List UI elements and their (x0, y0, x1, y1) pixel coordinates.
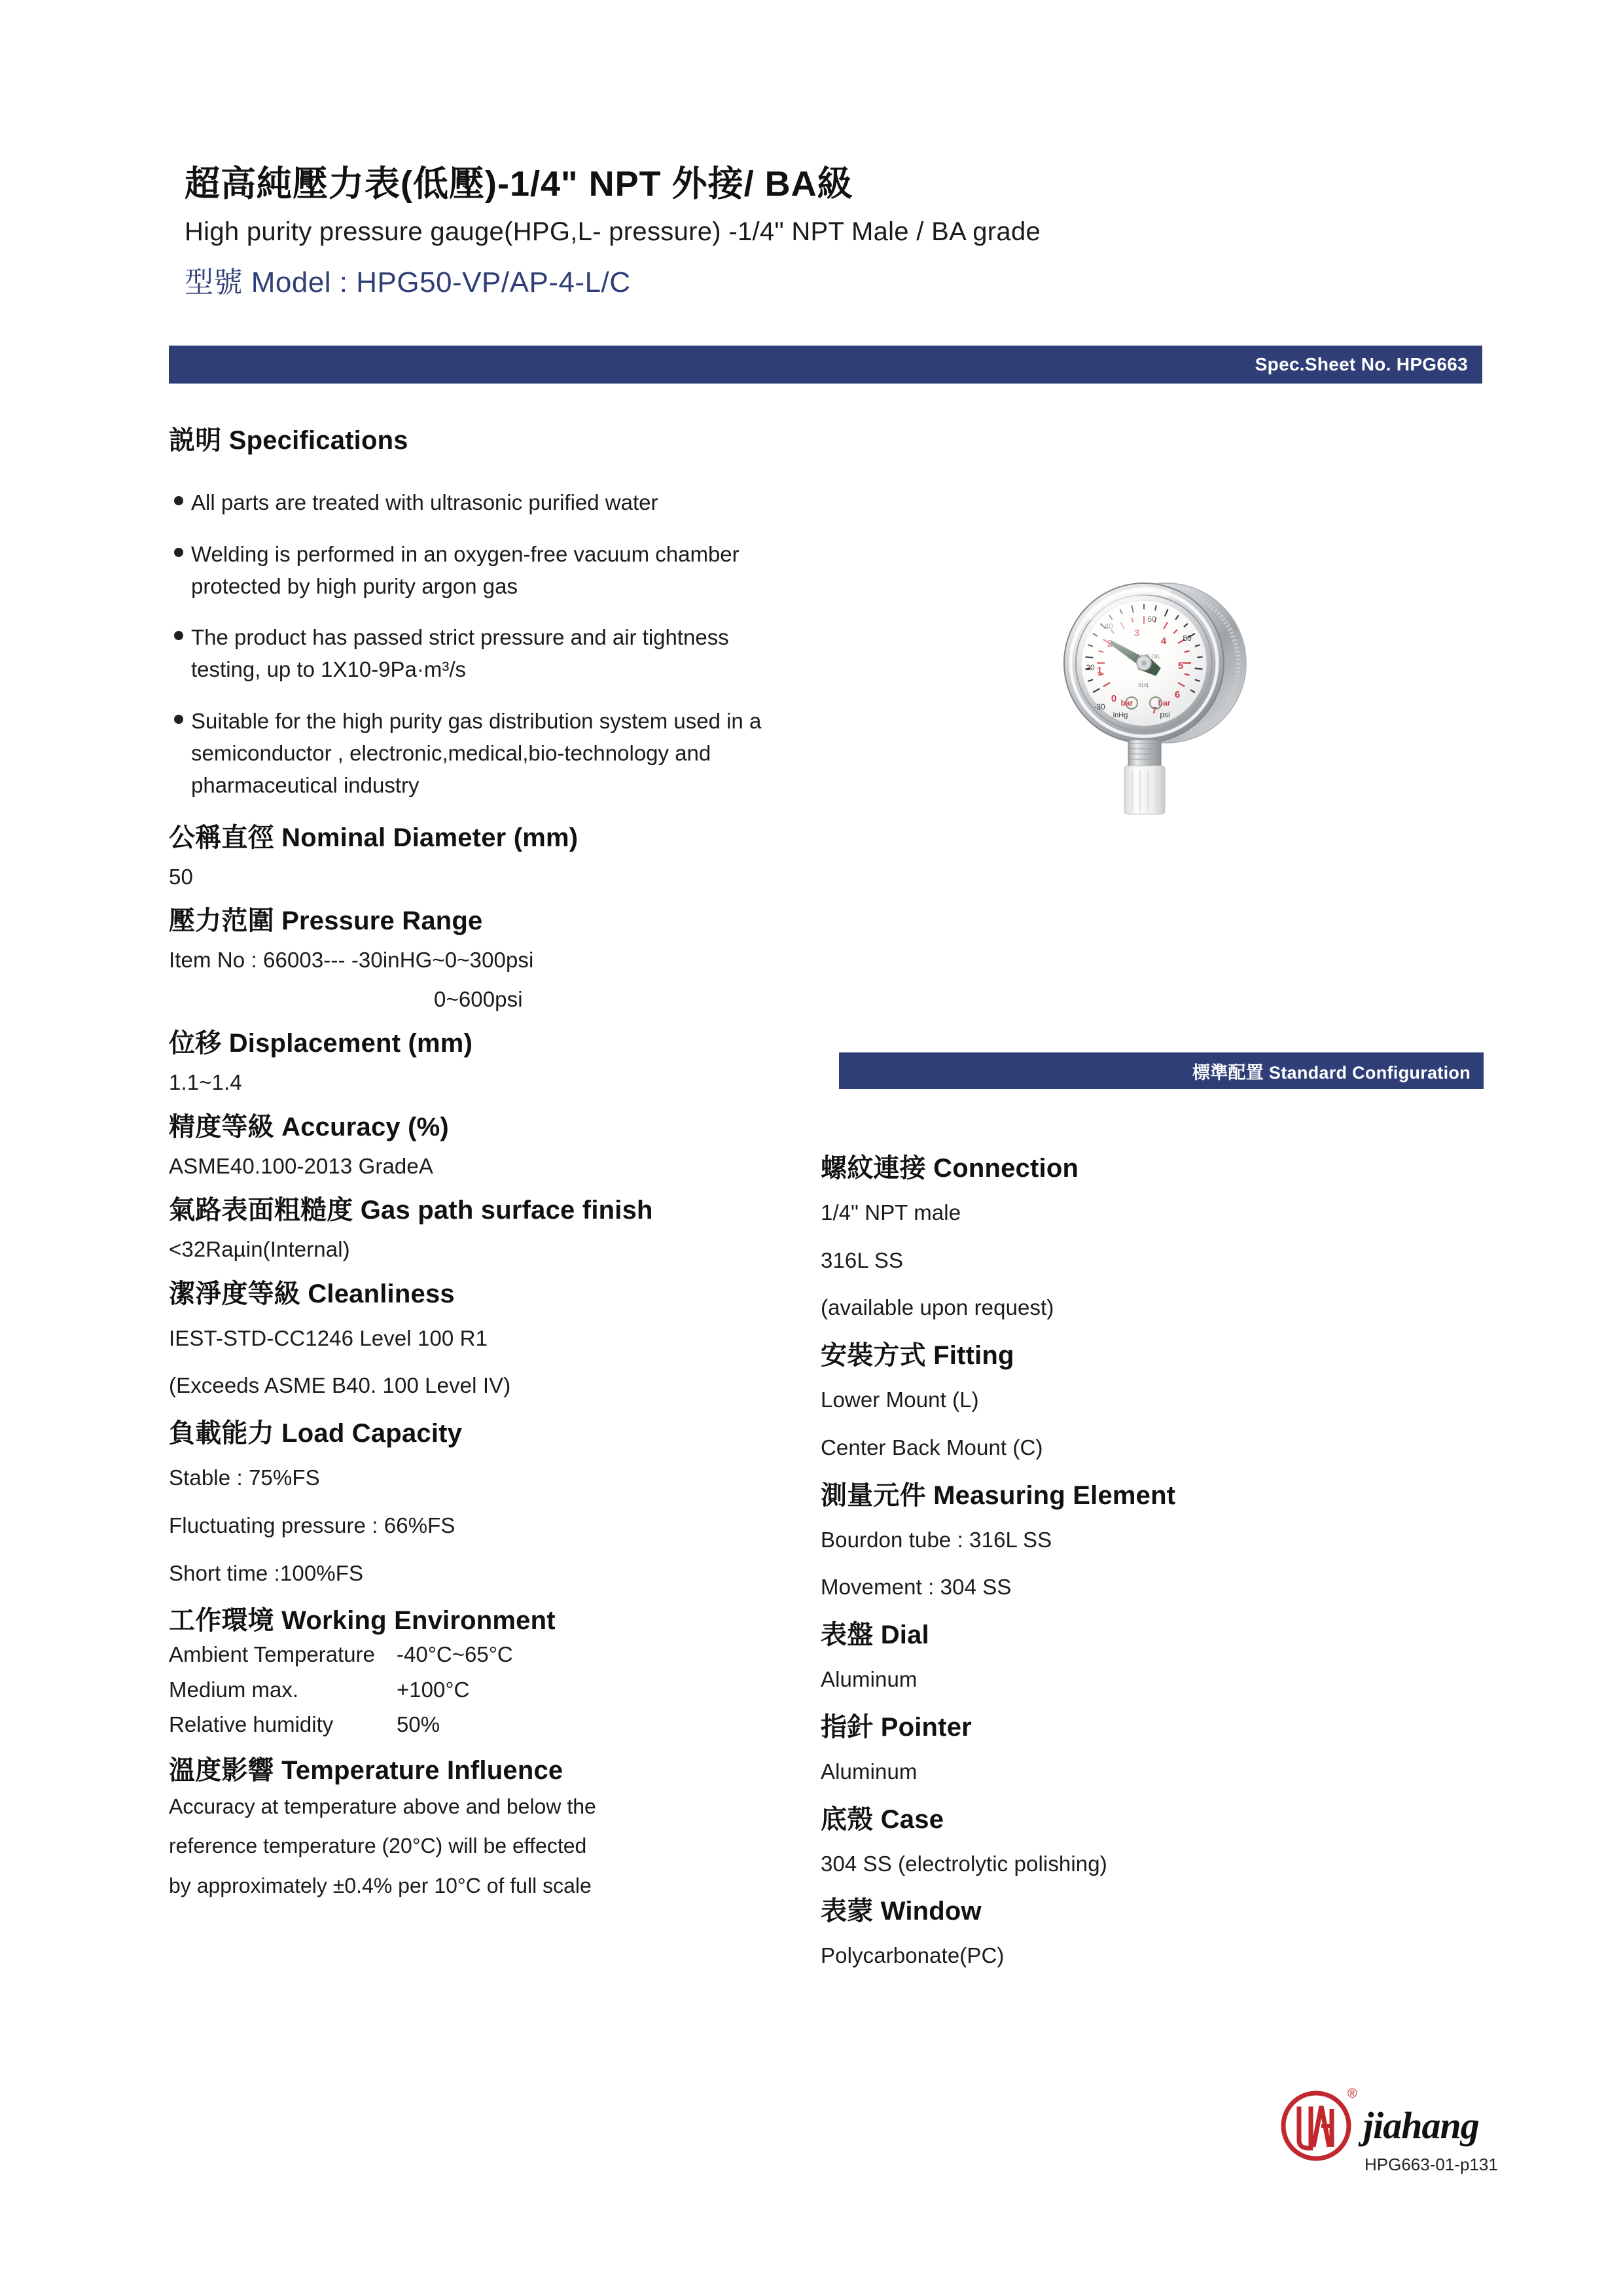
fitting-center-back-mount: Center Back Mount (C) (821, 1435, 1043, 1460)
table-row (169, 1707, 810, 1742)
section-nominal-diameter (169, 821, 810, 893)
relative-humidity-label: Relative humidity (169, 1712, 334, 1737)
accuracy-value: ASME40.100-2013 GradeA (169, 1153, 433, 1178)
temperature-influence-line-1: Accuracy at temperature above and below the (169, 1794, 596, 1818)
section-window (821, 1895, 1482, 1975)
section-connection (821, 1152, 1482, 1327)
section-dial (821, 1619, 1482, 1699)
bullet-icon (174, 631, 183, 640)
specifications-bullet-list (169, 487, 810, 802)
section-pressure-range (169, 905, 810, 1015)
load-capacity-stable: Stable : 75%FS (169, 1465, 320, 1490)
bullet-text: The product has passed strict pressure and air tightness testing, up to 1X10-9Pa·m³/s (191, 625, 729, 682)
displacement-value: 1.1~1.4 (169, 1070, 242, 1095)
accuracy-heading: 精度等級 Accuracy (%) (169, 1112, 449, 1141)
fitting-lower-mount: Lower Mount (L) (821, 1388, 979, 1412)
pressure-range-heading: 壓力范圍 Pressure Range (169, 906, 483, 936)
page-title-chinese: 超高純壓力表(低壓)-1/4" NPT 外接/ BA級 (185, 164, 853, 204)
connection-heading: 螺紋連接 Connection (821, 1154, 1079, 1183)
gas-path-finish-heading: 氣路表面粗糙度 Gas path surface finish (169, 1196, 653, 1225)
pointer-value: Aluminum (821, 1759, 918, 1784)
left-column (169, 424, 810, 1918)
section-accuracy (169, 1111, 810, 1183)
list-item (169, 539, 810, 603)
measuring-element-movement: Movement : 304 SS (821, 1575, 1012, 1600)
fitting-heading: 安裝方式 Fitting (821, 1341, 1014, 1371)
section-displacement (169, 1027, 810, 1099)
cleanliness-line-2: (Exceeds ASME B40. 100 Level IV) (169, 1373, 511, 1398)
list-item (169, 487, 810, 519)
dial-heading: 表盤 Dial (821, 1621, 929, 1650)
cleanliness-line-1: IEST-STD-CC1246 Level 100 R1 (169, 1325, 488, 1350)
section-load-capacity (169, 1417, 810, 1592)
standard-configuration-label: 標準配置 Standard Configuration (1192, 1062, 1471, 1083)
load-capacity-fluctuating: Fluctuating pressure : 66%FS (169, 1513, 455, 1537)
specifications-heading: 説明 Specifications (169, 426, 408, 455)
list-item (169, 706, 810, 801)
right-column (821, 1152, 1482, 1987)
pointer-heading: 指針 Pointer (821, 1712, 972, 1742)
standard-configuration-banner (839, 1052, 1484, 1089)
ambient-temperature-label: Ambient Temperature (169, 1642, 375, 1667)
bullet-icon (174, 548, 183, 557)
case-value: 304 SS (electrolytic polishing) (821, 1851, 1107, 1876)
section-working-environment (169, 1604, 810, 1742)
load-capacity-heading: 負載能力 Load Capacity (169, 1419, 463, 1448)
nominal-diameter-heading: 公稱直徑 Nominal Diameter (mm) (169, 823, 579, 852)
bullet-icon (174, 496, 183, 505)
product-photo (1047, 575, 1276, 843)
bullet-text: All parts are treated with ultrasonic purified water (191, 490, 658, 514)
list-item (169, 622, 810, 686)
displacement-heading: 位移 Displacement (mm) (169, 1029, 473, 1058)
medium-max-label: Medium max. (169, 1677, 299, 1702)
window-value: Polycarbonate(PC) (821, 1943, 1005, 1968)
bullet-text: Suitable for the high purity gas distribution system used in a semiconductor , electronic,medical,bio-technology and pharmaceutical industry (191, 709, 762, 797)
table-row (169, 1637, 810, 1672)
footer-logo (1279, 2087, 1498, 2191)
medium-max-value: +100°C (397, 1677, 470, 1702)
case-heading: 底殼 Case (821, 1804, 944, 1834)
ambient-temperature-value: -40°C~65°C (397, 1642, 513, 1667)
load-capacity-short-time: Short time :100%FS (169, 1560, 364, 1585)
gas-path-finish-value: <32Raµin(Internal) (169, 1237, 350, 1262)
section-fitting (821, 1339, 1482, 1467)
registered-trademark-icon: ® (1347, 2087, 1357, 2101)
bullet-text: Welding is performed in an oxygen-free vacuum chamber protected by high purity argon gas (191, 541, 740, 598)
temperature-influence-line-2: reference temperature (20°C) will be effected (169, 1834, 587, 1858)
measuring-element-bourdon-tube: Bourdon tube : 316L SS (821, 1527, 1052, 1552)
section-gas-path-finish (169, 1194, 810, 1266)
pressure-range-item-no: Item No : 66003--- -30inHG~0~300psi (169, 948, 534, 973)
connection-line-1: 1/4" NPT male (821, 1200, 961, 1225)
section-case (821, 1803, 1482, 1884)
working-environment-heading: 工作環境 Working Environment (169, 1606, 556, 1636)
temperature-influence-heading: 溫度影響 Temperature Influence (169, 1755, 563, 1785)
model-number: 型號 Model : HPG50-VP/AP-4-L/C (185, 266, 631, 299)
spec-sheet-number: Spec.Sheet No. HPG663 (1255, 354, 1468, 374)
relative-humidity-value: 50% (397, 1712, 440, 1737)
brand-name: jiahang (1363, 2104, 1479, 2147)
jiahang-logo-icon (1279, 2089, 1353, 2162)
connection-line-2: 316L SS (821, 1247, 904, 1272)
pressure-range-second: 0~600psi (434, 986, 523, 1011)
section-cleanliness (169, 1278, 810, 1405)
dial-value: Aluminum (821, 1667, 918, 1692)
nominal-diameter-value: 50 (169, 864, 193, 889)
cleanliness-heading: 潔淨度等級 Cleanliness (169, 1279, 455, 1308)
table-row (169, 1672, 810, 1707)
bullet-icon (174, 715, 183, 724)
measuring-element-heading: 測量元件 Measuring Element (821, 1480, 1176, 1510)
section-measuring-element (821, 1479, 1482, 1607)
window-heading: 表蒙 Window (821, 1897, 982, 1926)
section-temperature-influence (169, 1754, 810, 1906)
page-title-english: High purity pressure gauge(HPG,L- pressure) -1/4" NPT Male / BA grade (185, 217, 1041, 247)
section-pointer (821, 1711, 1482, 1791)
document-code: HPG663-01-p131 (1364, 2155, 1498, 2174)
temperature-influence-line-3: by approximately ±0.4% per 10°C of full scale (169, 1874, 592, 1898)
spec-sheet-banner (169, 346, 1482, 384)
page-header (185, 164, 1467, 300)
connection-line-3: (available upon request) (821, 1295, 1054, 1320)
